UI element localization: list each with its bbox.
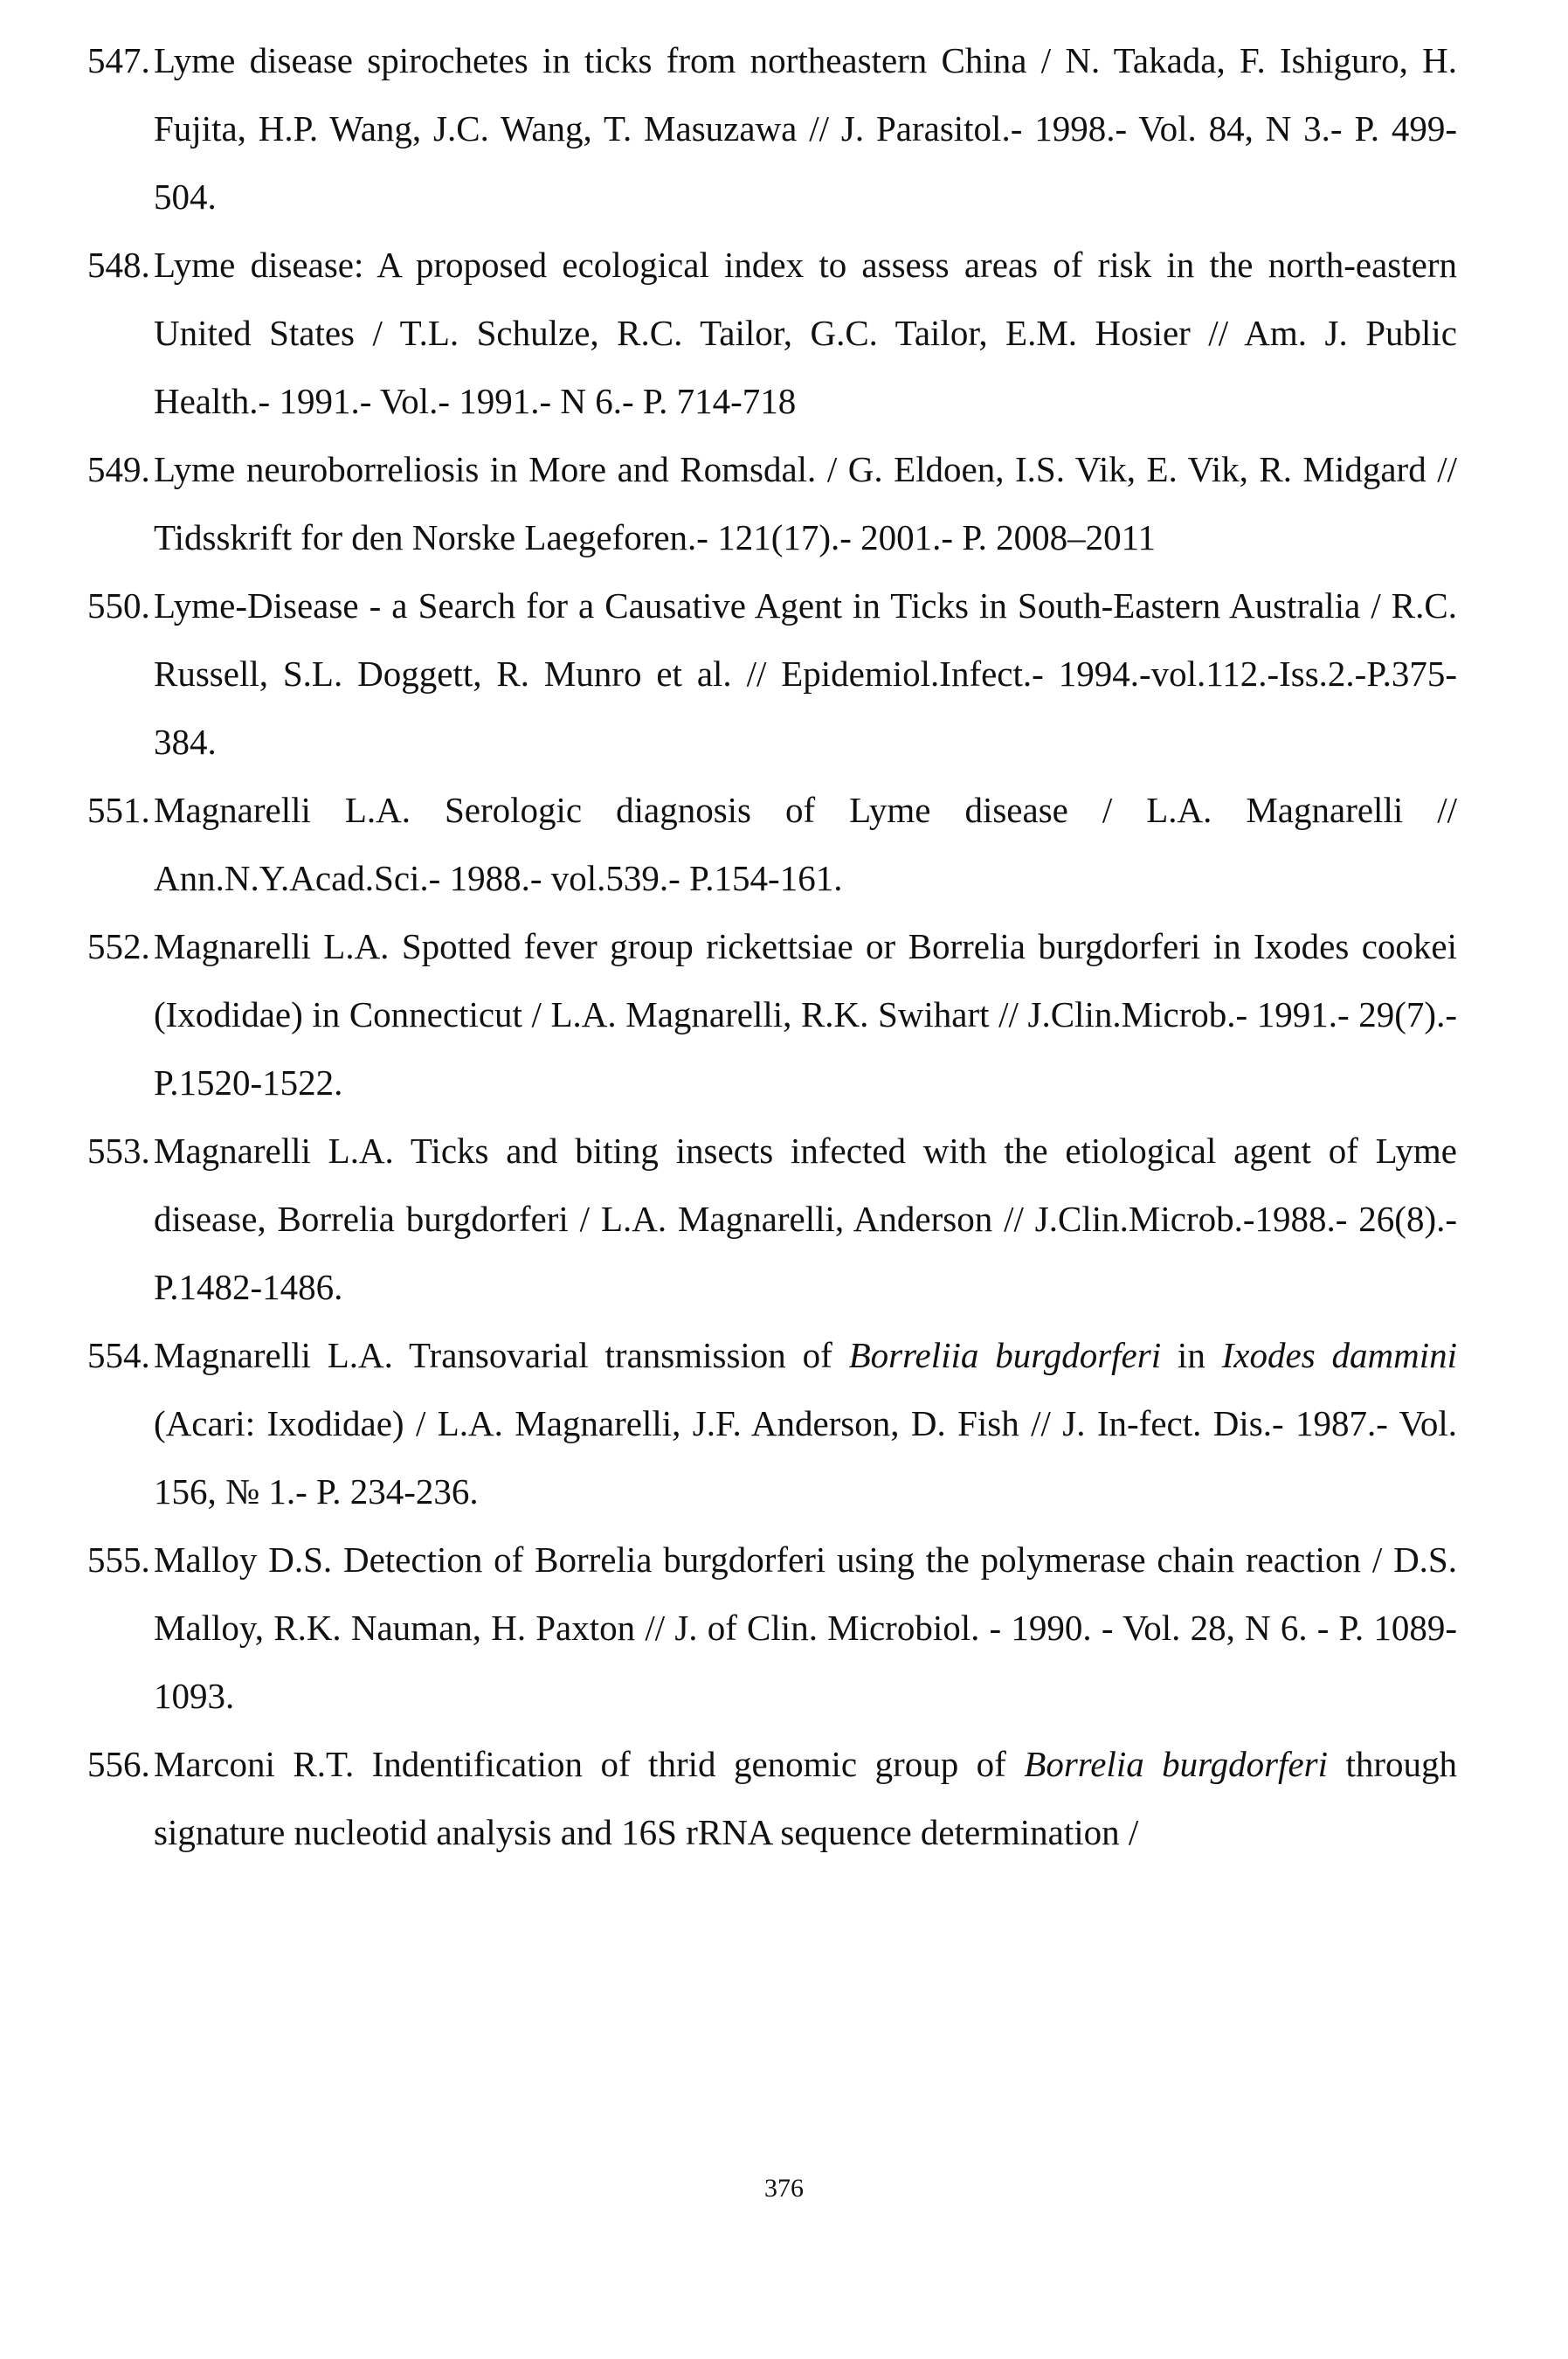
reference-number: 553. <box>87 1131 150 1171</box>
reference-text: Magnarelli L.A. Serologic diagnosis of Lyme disease / L.A. Magnarelli // Ann.N.Y.Acad.Sci.- 1988.- vol.539.- P.154-161. <box>154 790 1457 898</box>
reference-text: Lyme neuroborreliosis in More and Romsdal. / G. Eldoen, I.S. Vik, E. Vik, R. Midgard // Tidsskrift for den Norske Laegeforen.- 121(17).- 2001.- P. 2008–2011 <box>154 449 1457 557</box>
reference-text: (Acari: Ixodidae) / L.A. Magnarelli, J.F. Anderson, D. Fish // J. In-fect. Dis.- 1987.- Vol. 156, № 1.- P. 234-236. <box>154 1403 1457 1512</box>
reference-item <box>87 776 1457 912</box>
reference-italic-text: Borrelia burgdorferi <box>1024 1744 1328 1784</box>
reference-text: Lyme disease spirochetes in ticks from northeastern China / N. Takada, F. Ishiguro, H. Fujita, H.P. Wang, J.C. Wang, T. Masuzawa // J. Parasitol.- 1998.- Vol. 84, N 3.- P. 499-504. <box>154 40 1457 217</box>
reference-number: 550. <box>87 585 150 626</box>
reference-number: 556. <box>87 1744 150 1784</box>
reference-number: 552. <box>87 926 150 966</box>
reference-italic-text: Borreliia burgdorferi <box>848 1335 1162 1375</box>
reference-item <box>87 1321 1457 1525</box>
page-number: 376 <box>764 2174 804 2203</box>
reference-number: 547. <box>87 40 150 80</box>
reference-number: 548. <box>87 245 150 285</box>
reference-number: 551. <box>87 790 150 830</box>
reference-text: Magnarelli L.A. Spotted fever group rickettsiae or Borrelia burgdorferi in Ixodes cookei (Ixodidae) in Connecticut / L.A. Magnarelli, R.K. Swihart // J.Clin.Microb.- 1991.- 29(7).- P.1520-1522. <box>154 926 1457 1103</box>
reference-list <box>87 26 1457 1866</box>
reference-item <box>87 1117 1457 1321</box>
reference-item <box>87 435 1457 571</box>
reference-text: Magnarelli L.A. Transovarial transmission of <box>154 1335 849 1375</box>
reference-text: in <box>1161 1335 1222 1375</box>
reference-item <box>87 571 1457 776</box>
reference-text: Marconi R.T. Indentification of thrid genomic group of <box>154 1744 1025 1784</box>
reference-text: Malloy D.S. Detection of Borrelia burgdorferi using the polymerase chain reaction / D.S. Malloy, R.K. Nauman, H. Paxton // J. of Clin. Microbiol. - 1990. - Vol. 28, N 6. - P. 1089-1093. <box>154 1539 1457 1716</box>
reference-italic-text: Ixodes dammini <box>1221 1335 1457 1375</box>
reference-number: 549. <box>87 449 150 489</box>
reference-number: 555. <box>87 1539 150 1580</box>
reference-item <box>87 26 1457 231</box>
reference-item <box>87 231 1457 435</box>
reference-item <box>87 912 1457 1117</box>
reference-item <box>87 1730 1457 1866</box>
reference-item <box>87 1525 1457 1730</box>
reference-text: Magnarelli L.A. Ticks and biting insects infected with the etiological agent of Lyme disease, Borrelia burgdorferi / L.A. Magnarelli, Anderson // J.Clin.Microb.-1988.- 26(8).- P.1482-1486. <box>154 1131 1457 1307</box>
reference-text: Lyme disease: A proposed ecological index to assess areas of risk in the north-eastern United States / T.L. Schulze, R.C. Tailor, G.C. Tailor, E.M. Hosier // Am. J. Public Health.- 1991.- Vol.- 1991.- N 6.- P. 714-718 <box>154 245 1457 421</box>
reference-text: through signature nucleotid analysis and 16S rRNA sequence determination / <box>154 1744 1457 1852</box>
reference-number: 554. <box>87 1335 150 1375</box>
reference-text: Lyme-Disease - a Search for a Causative Agent in Ticks in South-Eastern Australia / R.C. Russell, S.L. Doggett, R. Munro et al. // Epidemiol.Infect.- 1994.-vol.112.-Iss.2.-P.375-384. <box>154 585 1457 762</box>
